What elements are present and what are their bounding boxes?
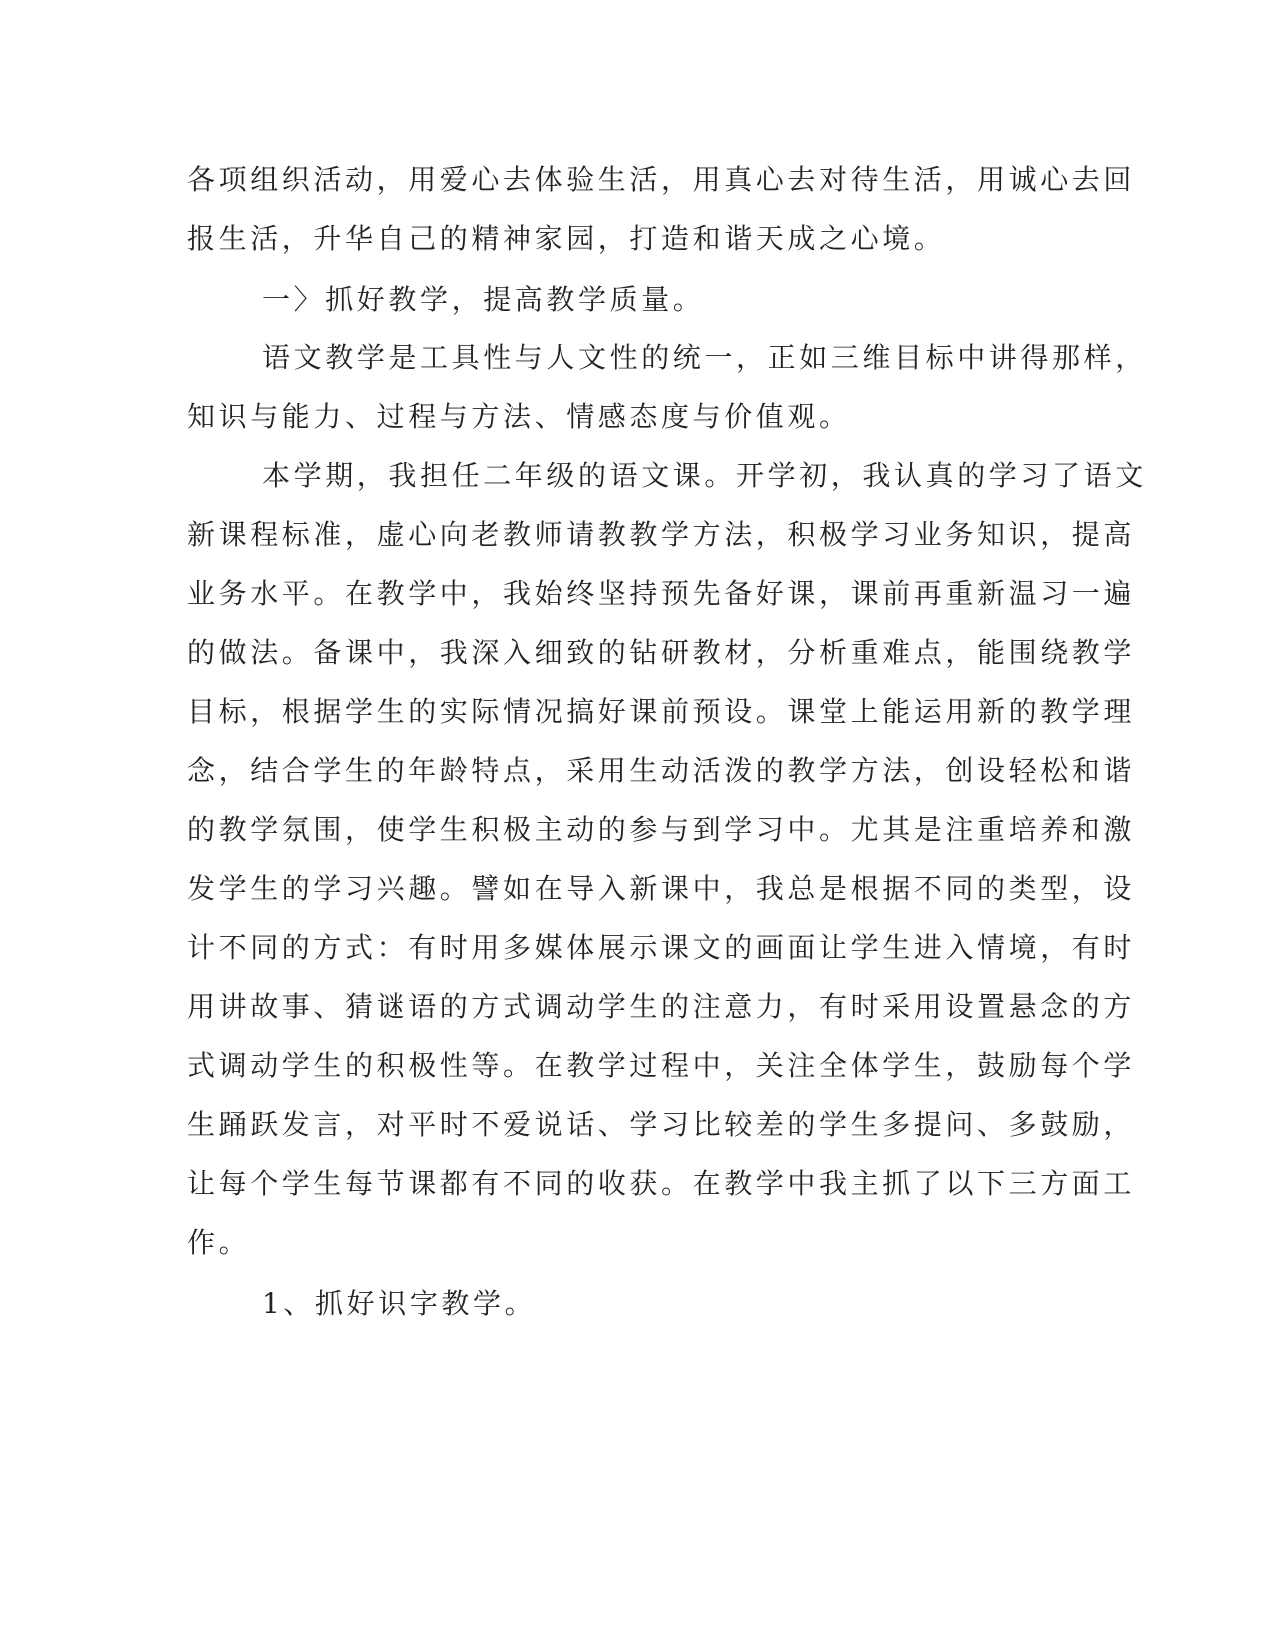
section-heading: 一〉抓好教学，提高教学质量。 (262, 283, 705, 316)
text-line: 的做法。备课中，我深入细致的钻研教材，分析重难点，能围绕教学 (187, 636, 1136, 669)
text-line: 计不同的方式：有时用多媒体展示课文的画面让学生进入情境，有时 (187, 931, 1136, 964)
text-line: 用讲故事、猜谜语的方式调动学生的注意力，有时采用设置悬念的方 (187, 990, 1136, 1023)
subsection-heading: 1、抓好识字教学。 (262, 1287, 537, 1320)
text-line: 本学期，我担任二年级的语文课。开学初，我认真的学习了语文 (262, 459, 1147, 492)
text-line: 知识与能力、过程与方法、情感态度与价值观。 (187, 400, 851, 433)
text-line: 的教学氛围，使学生积极主动的参与到学习中。尤其是注重培养和激 (187, 813, 1136, 846)
text-line: 生踊跃发言，对平时不爱说话、学习比较差的学生多提问、多鼓励， (187, 1108, 1136, 1141)
text-line: 业务水平。在教学中，我始终坚持预先备好课，课前再重新温习一遍 (187, 577, 1136, 610)
text-line: 新课程标准，虚心向老教师请教教学方法，积极学习业务知识，提高 (187, 518, 1136, 551)
text-line: 念，结合学生的年龄特点，采用生动活泼的教学方法，创设轻松和谐 (187, 754, 1136, 787)
text-line: 让每个学生每节课都有不同的收获。在教学中我主抓了以下三方面工 (187, 1167, 1136, 1200)
text-line: 作。 (187, 1226, 251, 1259)
text-line: 报生活，升华自己的精神家园，打造和谐天成之心境。 (187, 222, 946, 255)
text-line: 语文教学是工具性与人文性的统一，正如三维目标中讲得那样， (262, 341, 1147, 374)
text-line: 各项组织活动，用爱心去体验生活，用真心去对待生活，用诚心去回 (187, 163, 1136, 196)
text-line: 发学生的学习兴趣。譬如在导入新课中，我总是根据不同的类型，设 (187, 872, 1136, 905)
text-line: 目标，根据学生的实际情况搞好课前预设。课堂上能运用新的教学理 (187, 695, 1136, 728)
text-line: 式调动学生的积极性等。在教学过程中，关注全体学生，鼓励每个学 (187, 1049, 1136, 1082)
